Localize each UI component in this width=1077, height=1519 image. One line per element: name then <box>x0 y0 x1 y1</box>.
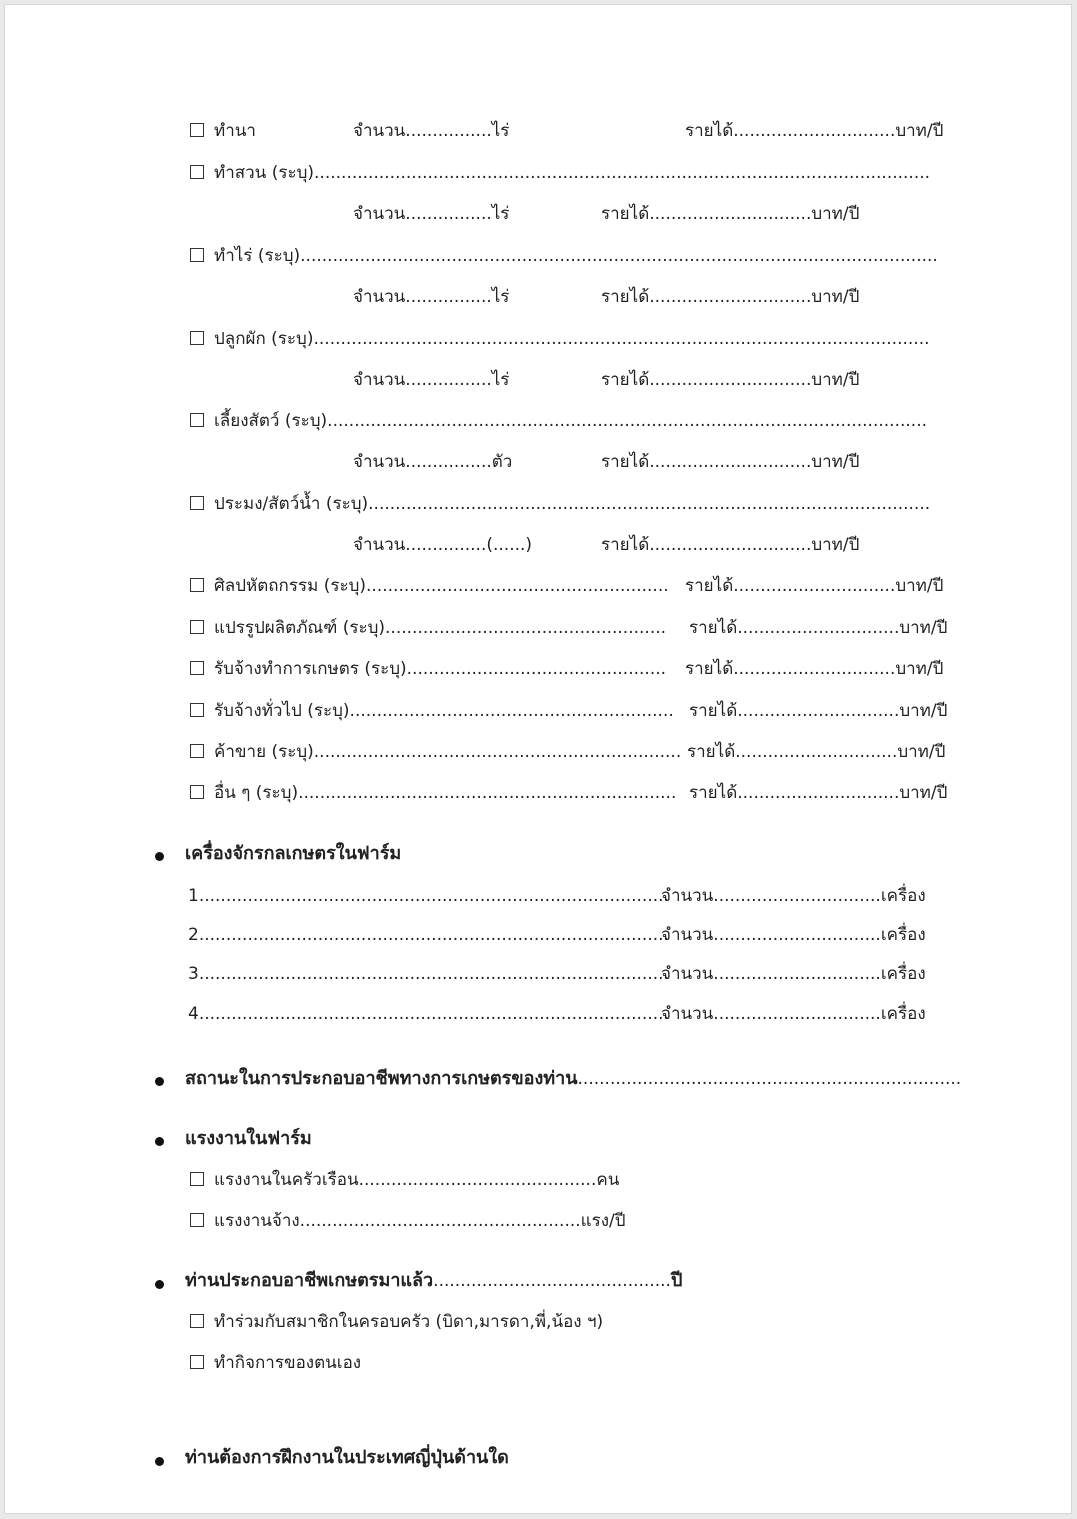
occupation-income: รายได้..............................บาท/ปี <box>689 701 948 721</box>
occupation-row <box>190 699 674 723</box>
checkbox[interactable] <box>190 1314 204 1328</box>
crop-amount: จำนวน...............(......) <box>353 535 533 555</box>
experience-label: ทำร่วมกับสมาชิกในครอบครัว (บิดา,มารดา,พี่,น้อง ฯ) <box>214 1312 604 1332</box>
crop-label: ทำสวน (ระบุ).................................................................................................................. <box>214 163 931 183</box>
crop-fishery <box>190 492 930 516</box>
experience-input[interactable]: ............................................ <box>433 1271 671 1291</box>
bullet-icon <box>155 1457 164 1466</box>
bullet-icon <box>155 852 164 861</box>
crop-label: ทำนา <box>214 121 256 141</box>
checkbox[interactable] <box>190 744 204 758</box>
labor-item <box>190 1209 626 1233</box>
checkbox[interactable] <box>190 1355 204 1369</box>
crop-label: ปลูกผัก (ระบุ).................................................................................................................. <box>214 329 930 349</box>
checkbox[interactable] <box>190 248 204 262</box>
training-heading: ท่านต้องการฝึกงานในประเทศญี่ปุ่นด้านใด <box>185 1447 509 1468</box>
crop-orchard <box>190 161 930 185</box>
occupation-income: รายได้..............................บาท/ปี <box>685 576 944 596</box>
crop-income: รายได้..............................บาท/ปี <box>685 121 944 141</box>
checkbox[interactable] <box>190 661 204 675</box>
machinery-amount: จำนวน...............................เครื่อง <box>661 925 926 945</box>
crop-income: รายได้..............................บาท/ปี <box>601 204 860 224</box>
occupation-label: รับจ้างทำการเกษตร (ระบุ)................................................ <box>214 659 667 679</box>
crop-amount: จำนวน................ตัว <box>353 452 513 472</box>
experience-item <box>190 1310 603 1334</box>
checkbox[interactable] <box>190 413 204 427</box>
occupation-income: รายได้..............................บาท/ปี <box>689 783 948 803</box>
occupation-label: แปรรูปผลิตภัณฑ์ (ระบุ).................................................... <box>214 618 667 638</box>
checkbox[interactable] <box>190 578 204 592</box>
crop-amount: จำนวน................ไร่ <box>353 204 510 224</box>
checkbox[interactable] <box>190 785 204 799</box>
occupation-income: รายได้..............................บาท/ปี <box>689 618 948 638</box>
crop-amount: จำนวน................ไร่ <box>353 121 510 141</box>
crop-label: ทำไร่ (ระบุ)...................................................................................................................... <box>214 246 938 266</box>
machinery-item: 4....................................................................................... <box>188 1004 669 1024</box>
form-page <box>4 4 1072 1514</box>
machinery-item: 1....................................................................................... <box>188 886 669 906</box>
occupation-label: รับจ้างทั่วไป (ระบุ)............................................................ <box>214 701 674 721</box>
occupation-row <box>190 616 666 640</box>
checkbox[interactable] <box>190 331 204 345</box>
occupation-income: รายได้..............................บาท/ปี <box>685 659 944 679</box>
experience-item <box>190 1351 361 1375</box>
crop-rice <box>190 119 256 143</box>
crop-livestock <box>190 409 927 433</box>
crop-income: รายได้..............................บาท/ปี <box>601 370 860 390</box>
machinery-amount: จำนวน...............................เครื่อง <box>661 964 926 984</box>
occupation-label: อื่น ๆ (ระบุ)...................................................................... <box>214 783 677 803</box>
labor-item <box>190 1168 619 1192</box>
experience-row <box>185 1269 682 1293</box>
occupation-row <box>190 574 669 598</box>
checkbox[interactable] <box>190 1172 204 1186</box>
experience-unit: ปี <box>670 1270 683 1291</box>
machinery-amount: จำนวน...............................เครื่อง <box>661 1004 926 1024</box>
status-row <box>185 1067 961 1091</box>
checkbox[interactable] <box>190 703 204 717</box>
machinery-amount: จำนวน...............................เครื่อง <box>661 886 926 906</box>
bullet-icon <box>155 1137 164 1146</box>
crop-label: ประมง/สัตว์น้ำ (ระบุ)........................................................................................................ <box>214 494 931 514</box>
crop-income: รายได้..............................บาท/ปี <box>601 287 860 307</box>
status-label: สถานะในการประกอบอาชีพทางการเกษตรของท่าน <box>185 1068 578 1089</box>
occupation-income: รายได้..............................บาท/ปี <box>687 742 946 762</box>
crop-vegetable <box>190 327 930 351</box>
bullet-icon <box>155 1280 164 1289</box>
checkbox[interactable] <box>190 496 204 510</box>
occupation-row <box>190 657 666 681</box>
checkbox[interactable] <box>190 123 204 137</box>
occupation-row <box>190 740 681 764</box>
checkbox[interactable] <box>190 165 204 179</box>
crop-amount: จำนวน................ไร่ <box>353 287 510 307</box>
checkbox[interactable] <box>190 1213 204 1227</box>
labor-label: แรงงานในครัวเรือน............................................คน <box>214 1170 620 1190</box>
crop-amount: จำนวน................ไร่ <box>353 370 510 390</box>
checkbox[interactable] <box>190 620 204 634</box>
machinery-heading: เครื่องจักรกลเกษตรในฟาร์ม <box>185 843 402 864</box>
crop-field <box>190 244 938 268</box>
experience-label: ทำกิจการของตนเอง <box>214 1353 362 1373</box>
labor-label: แรงงานจ้าง....................................................แรง/ปี <box>214 1211 626 1231</box>
machinery-item: 2....................................................................................... <box>188 925 669 945</box>
crop-income: รายได้..............................บาท/ปี <box>601 535 860 555</box>
bullet-icon <box>155 1077 164 1086</box>
occupation-label: ค้าขาย (ระบุ).................................................................... <box>214 742 682 762</box>
crop-income: รายได้..............................บาท/ปี <box>601 452 860 472</box>
labor-heading: แรงงานในฟาร์ม <box>185 1128 312 1149</box>
occupation-row <box>190 781 676 805</box>
experience-heading: ท่านประกอบอาชีพเกษตรมาแล้ว <box>185 1270 434 1291</box>
status-input[interactable]: ....................................................................... <box>577 1069 962 1089</box>
occupation-label: ศิลปหัตถกรรม (ระบุ)........................................................ <box>214 576 669 596</box>
crop-label: เลี้ยงสัตว์ (ระบุ)............................................................................................................... <box>214 411 927 431</box>
machinery-item: 3....................................................................................... <box>188 964 669 984</box>
